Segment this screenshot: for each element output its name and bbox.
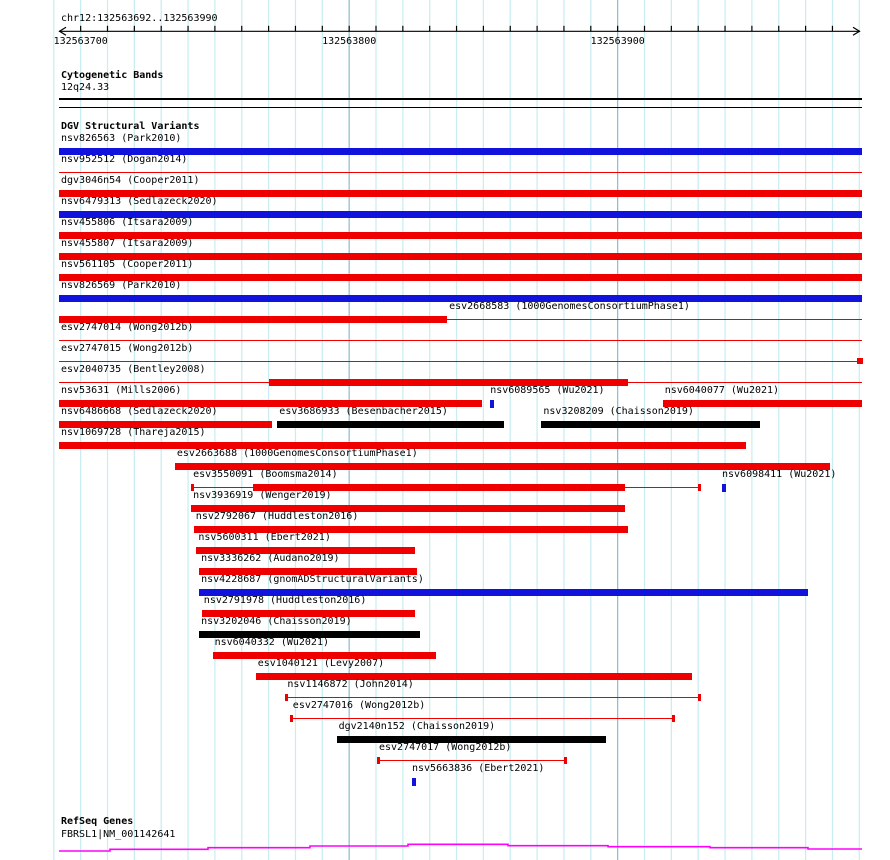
variant-label[interactable]: nsv6040332 (Wu2021) [214,637,329,648]
variant-label[interactable]: esv2747016 (Wong2012b) [292,700,426,711]
variant-label[interactable]: esv3686933 (Besenbacher2015) [279,406,448,417]
cytoband-name[interactable]: 12q24.33 [61,82,110,93]
variant-label[interactable]: nsv6479313 (Sedlazeck2020) [61,196,218,207]
variant-label[interactable]: nsv6098411 (Wu2021) [722,469,837,480]
section-header-cytobands: Cytogenetic Bands [61,70,164,81]
variant-label[interactable]: nsv6040077 (Wu2021) [664,385,780,396]
variant-label[interactable]: nsv6089565 (Wu2021) [490,385,605,396]
variant-label[interactable]: esv2663688 (1000GenomesConsortiumPhase1) [176,448,418,459]
variant-label[interactable]: esv1040121 (Levy2007) [257,658,385,669]
variant-label[interactable]: nsv3202046 (Chaisson2019) [201,616,352,627]
section-header-dgv: DGV Structural Variants [61,120,200,132]
variant-label[interactable]: nsv5600311 (Ebert2021) [198,532,331,543]
axis-tick-label: 132563900 [590,35,645,47]
variant-label[interactable]: dgv3046n54 (Cooper2011) [61,175,200,186]
variant-label[interactable]: nsv4228687 (gnomADStructuralVariants) [201,574,424,585]
variant-label[interactable]: esv2040735 (Bentley2008) [61,364,206,375]
variant-label[interactable]: nsv2791978 (Huddleston2016) [203,595,367,606]
variant-label[interactable]: esv2747015 (Wong2012b) [61,343,194,354]
variant-label[interactable]: esv2668583 (1000GenomesConsortiumPhase1) [449,301,690,312]
section-header-refseq: RefSeq Genes [61,815,134,827]
region-title: chr12:132563692..132563990 [61,13,218,24]
variant-label[interactable]: nsv5663836 (Ebert2021) [412,763,545,774]
variant-label[interactable]: nsv826563 (Park2010) [61,133,182,144]
variant-label[interactable]: nsv561105 (Cooper2011) [61,259,194,270]
variant-label[interactable]: dgv2140n152 (Chaisson2019) [338,721,496,732]
variant-label[interactable]: nsv3936919 (Wenger2019) [193,490,332,501]
variant-label[interactable]: nsv2792067 (Huddleston2016) [195,511,359,522]
variant-label[interactable]: nsv53631 (Mills2006) [61,385,182,396]
variant-label[interactable]: nsv826569 (Park2010) [61,280,182,291]
variant-label[interactable]: nsv3336262 (Audano2019) [201,553,340,564]
refseq-gene-name[interactable]: FBRSL1|NM_001142641 [61,828,176,840]
variant-label[interactable]: esv3550091 (Boomsma2014) [193,469,338,480]
gene-model-line[interactable] [59,844,862,851]
variant-label[interactable]: nsv952512 (Dogan2014) [61,154,188,165]
variant-label[interactable]: esv2747017 (Wong2012b) [379,742,512,753]
variant-label[interactable]: nsv455806 (Itsara2009) [61,217,194,228]
variant-label[interactable]: esv2747014 (Wong2012b) [61,322,194,333]
variant-label[interactable]: nsv455807 (Itsara2009) [61,238,194,249]
variant-label[interactable]: nsv3208209 (Chaisson2019) [543,406,694,417]
axis-tick-label: 132563700 [53,35,108,47]
variant-label[interactable]: nsv6486668 (Sedlazeck2020) [61,406,218,417]
variant-label[interactable]: nsv1146872 (John2014) [287,679,414,690]
variant-label[interactable]: nsv1069728 (Thareja2015) [61,427,206,438]
axis-tick-label: 132563800 [322,35,377,47]
